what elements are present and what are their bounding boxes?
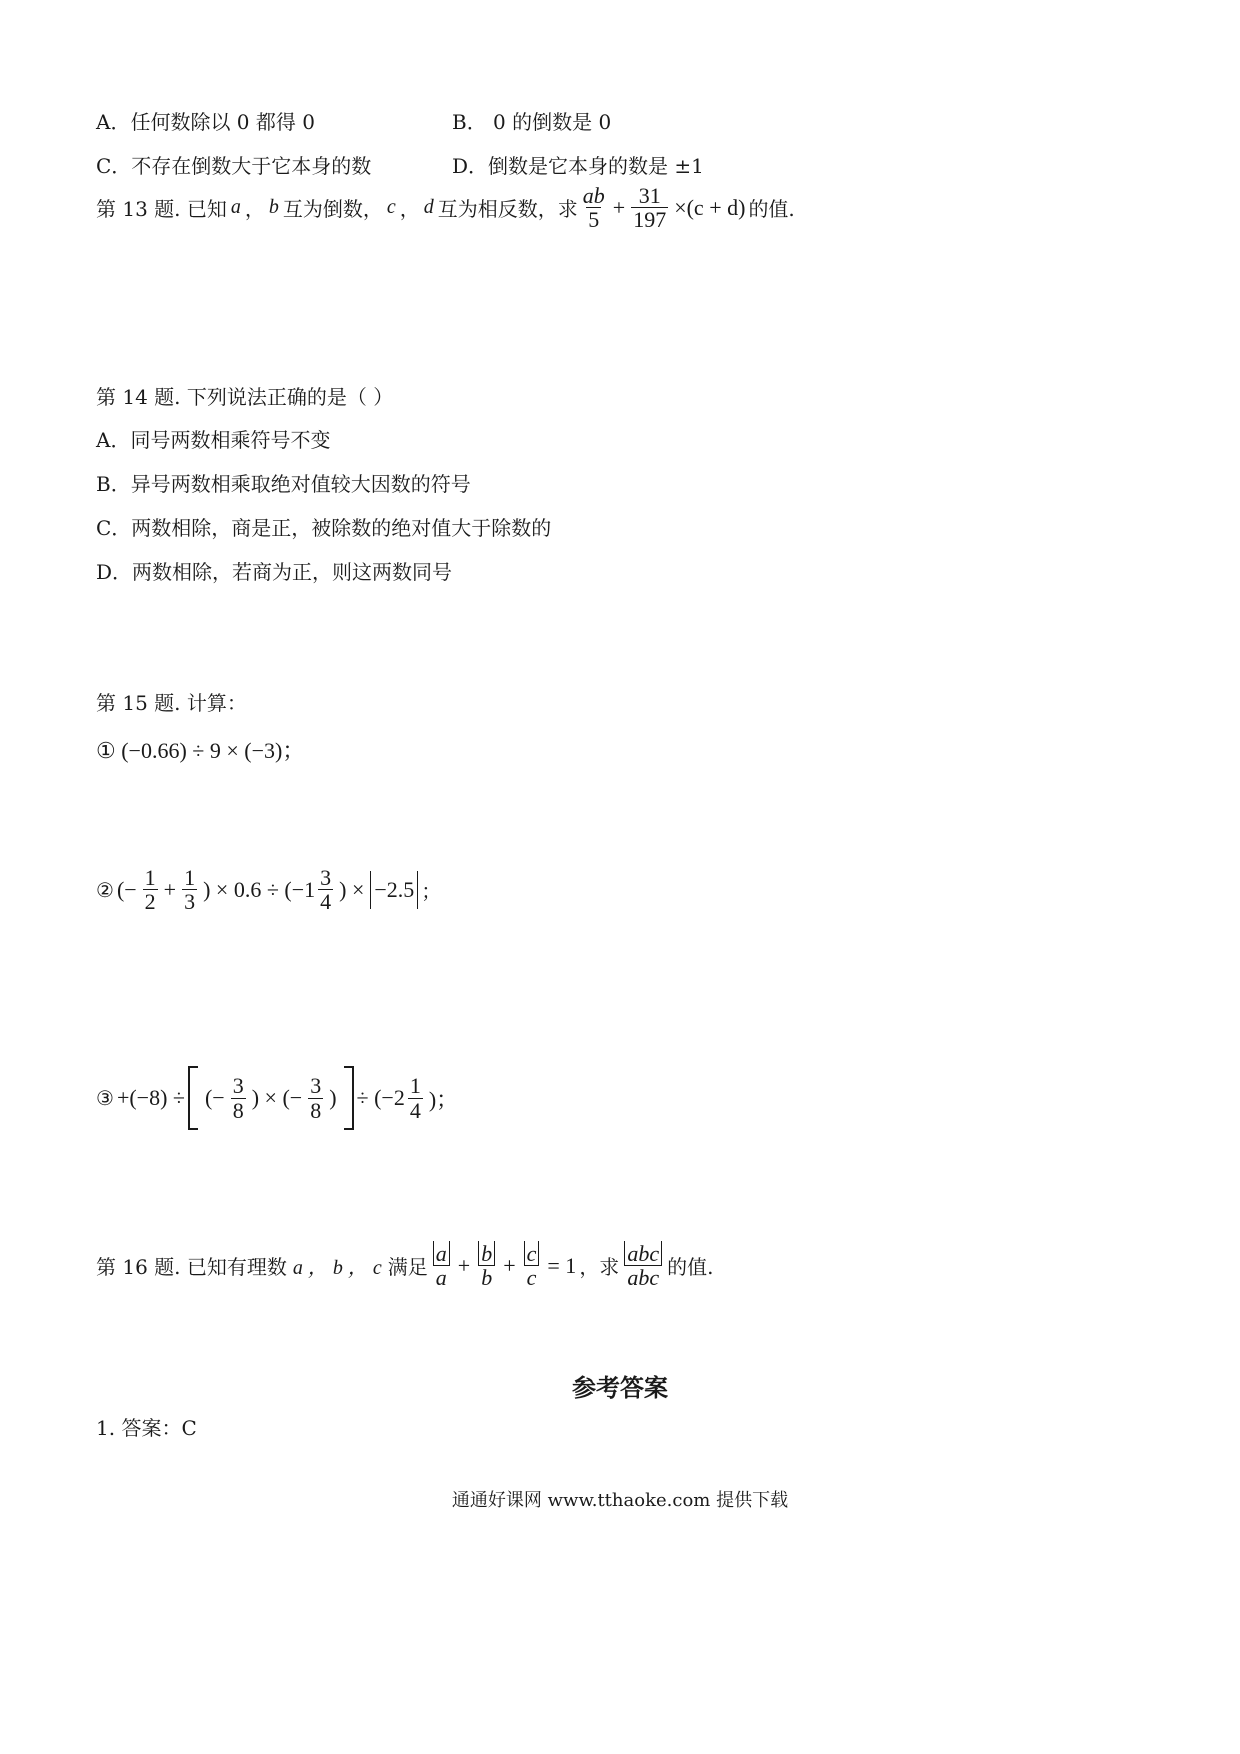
q12-option-b: B． 0 的倒数是 0 — [452, 110, 612, 134]
q15-part-2: ② (− $\frac{1}{2}$ + $\frac{1}{3}$ ) × 0.6 ÷ (−1 $\frac{3}{4}$ ) × −2.5 ； — [96, 865, 442, 915]
question-15: 第 15 题. 计算： — [96, 691, 247, 715]
fraction-3-8-a: $\frac{3}{8}$ — [232, 1073, 244, 1123]
absolute-value: −2.5 — [370, 871, 418, 909]
fraction-31-over-197: $\frac{31}{197}$ — [633, 183, 667, 233]
q12-option-d: D．倒数是它本身的数是 ±1 — [452, 154, 704, 178]
q15-part-1: ① (−0.66) ÷ 9 × (−3)； — [96, 738, 305, 763]
footer-text: 通通好课网 www.tthaoke.com 提供下载 — [451, 1490, 789, 1511]
fraction-1-2: $\frac{1}{2}$ — [144, 865, 156, 915]
q12-option-c: C．不存在倒数大于它本身的数 — [96, 154, 372, 178]
left-bracket — [188, 1066, 198, 1130]
fraction-1-4: $\frac{1}{4}$ — [409, 1073, 421, 1123]
q14-option-d: D．两数相除，若商为正，则这两数同号 — [96, 560, 453, 584]
fraction-1-3: $\frac{1}{3}$ — [184, 865, 196, 915]
q14-option-c: C．两数相除，商是正，被除数的绝对值大于除数的 — [96, 516, 552, 540]
q12-option-a: A．任何数除以 0 都得 0 — [96, 110, 315, 134]
answers-title: 参考答案 — [572, 1374, 668, 1402]
question-14: 第 14 题. 下列说法正确的是（ ） — [96, 385, 394, 409]
fraction-3-8-b: $\frac{3}{8}$ — [310, 1073, 322, 1123]
question-13: 第 13 题. 已知 a ， b 互为倒数， c ， d 互为相反数，求 $\frac{ab}{5}$ + $\frac{31}{197}$ ×(c + d) 的值. — [96, 183, 795, 233]
question-16: 第 16 题. 已知有理数 a ， b ， c 满足 $\frac{a}{a}$ + $\frac{b}{b}$ + $\frac{c}{c}$ = 1 ，求 $\frac{\text{abc}}{\text{abc}}$ 的值. — [96, 1241, 714, 1291]
q14-option-b: B．异号两数相乘取绝对值较大因数的符号 — [96, 472, 471, 496]
fraction-3-4: $\frac{3}{4}$ — [320, 865, 332, 915]
fraction-abs-b-over-b: $\frac{b}{b}$ — [476, 1242, 497, 1289]
answer-1: 1. 答案：C — [96, 1416, 197, 1440]
fraction-ab-over-5: $\frac{ab}{5}$ — [582, 183, 605, 233]
fraction-abs-c-over-c: $\frac{c}{c}$ — [522, 1242, 542, 1289]
q15-part-3: ③ +(−8) ÷ (− $\frac{3}{8}$ ) × (− $\frac{3}{8}$ ) ÷ (−2 $\frac{1}{4}$ )； — [96, 1066, 461, 1130]
right-bracket — [344, 1066, 354, 1130]
fraction-abs-a-over-a: $\frac{a}{a}$ — [431, 1242, 452, 1289]
fraction-abs-abc-over-abc: $\frac{\text{abc}}{\text{abc}}$ — [622, 1242, 664, 1289]
q14-option-a: A．同号两数相乘符号不变 — [96, 428, 331, 452]
